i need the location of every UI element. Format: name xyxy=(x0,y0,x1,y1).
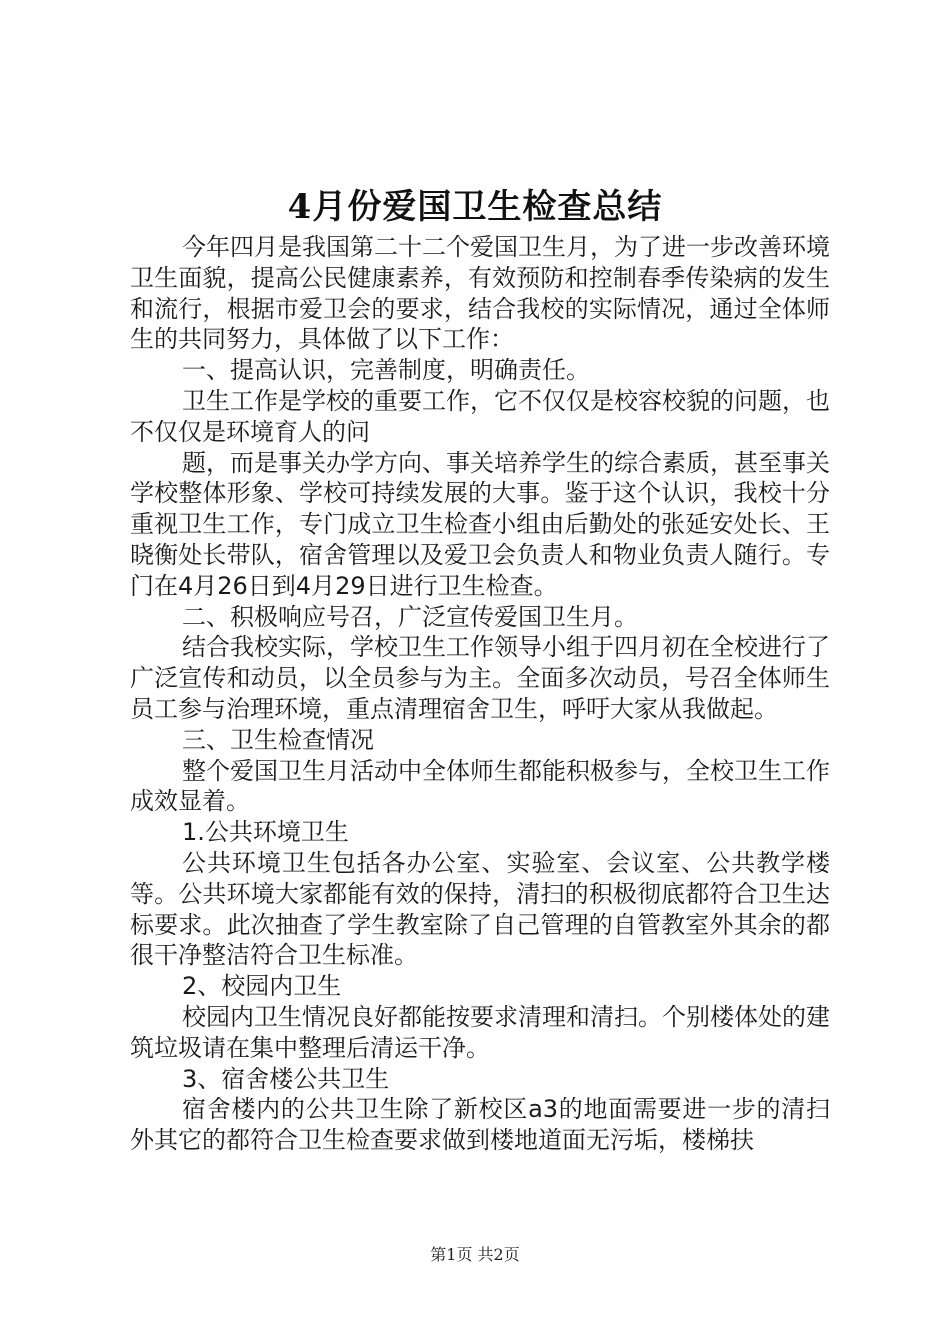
paragraph-intro: 今年四月是我国第二十二个爱国卫生月，为了进一步改善环境卫生面貌，提高公民健康素养，有效预防和控制春季传染病的发生和流行，根据市爱卫会的要求，结合我校的实际情况，通过全体师生的共同努力，具体做了以下工作： xyxy=(130,233,830,354)
heading-section-3: 三、卫生检查情况 xyxy=(182,725,374,754)
paragraph-section-1b: 题，而是事关办学方向、事关培养学生的综合素质，甚至事关学校整体形象、学校可持续发展的大事。鉴于这个认识，我校十分重视卫生工作，专门成立卫生检查小组由后勤处的张延安处长、王晓衡处长带队，宿舍管理以及爱卫会负责人和物业负责人随行。专门在4月26日到4月29日进行卫生检查。 xyxy=(130,448,830,600)
paragraph-section-3: 整个爱国卫生月活动中全体师生都能积极参与，全校卫生工作成效显着。 xyxy=(130,756,830,816)
heading-section-2: 二、积极响应号召，广泛宣传爱国卫生月。 xyxy=(182,602,638,631)
document-title: 4月份爱国卫生检查总结 xyxy=(287,187,663,227)
paragraph-dormitory: 宿舍楼内的公共卫生除了新校区a3的地面需要进一步的清扫外其它的都符合卫生检查要求做到楼地道面无污垢，楼梯扶 xyxy=(130,1095,830,1155)
paragraph-public-environment: 公共环境卫生包括各办公室、实验室、会议室、公共教学楼等。公共环境大家都能有效的保持，清扫的积极彻底都符合卫生达标要求。此次抽查了学生教室除了自己管理的自管教室外其余的都很干净整洁符合卫生标准。 xyxy=(130,848,830,970)
subheading-public-environment: 1.公共环境卫生 xyxy=(182,818,349,847)
subheading-dormitory: 3、宿舍楼公共卫生 xyxy=(182,1064,390,1093)
document-body xyxy=(130,232,830,1156)
heading-section-1: 一、提高认识，完善制度，明确责任。 xyxy=(182,356,590,385)
paragraph-section-2: 结合我校实际，学校卫生工作领导小组于四月初在全校进行了广泛宣传和动员，以全员参与为主。全面多次动员，号召全体师生员工参与治理环境，重点清理宿舍卫生，呼吁大家从我做起。 xyxy=(130,633,830,723)
paragraph-campus: 校园内卫生情况良好都能按要求清理和清扫。个别楼体处的建筑垃圾请在集中整理后清运干净。 xyxy=(130,1002,830,1062)
subheading-campus: 2、校园内卫生 xyxy=(182,972,342,1001)
page-number-footer: 第1页 共2页 xyxy=(430,1245,520,1264)
paragraph-section-1a: 卫生工作是学校的重要工作，它不仅仅是校容校貌的问题，也不仅仅是环境育人的问 xyxy=(130,386,830,446)
